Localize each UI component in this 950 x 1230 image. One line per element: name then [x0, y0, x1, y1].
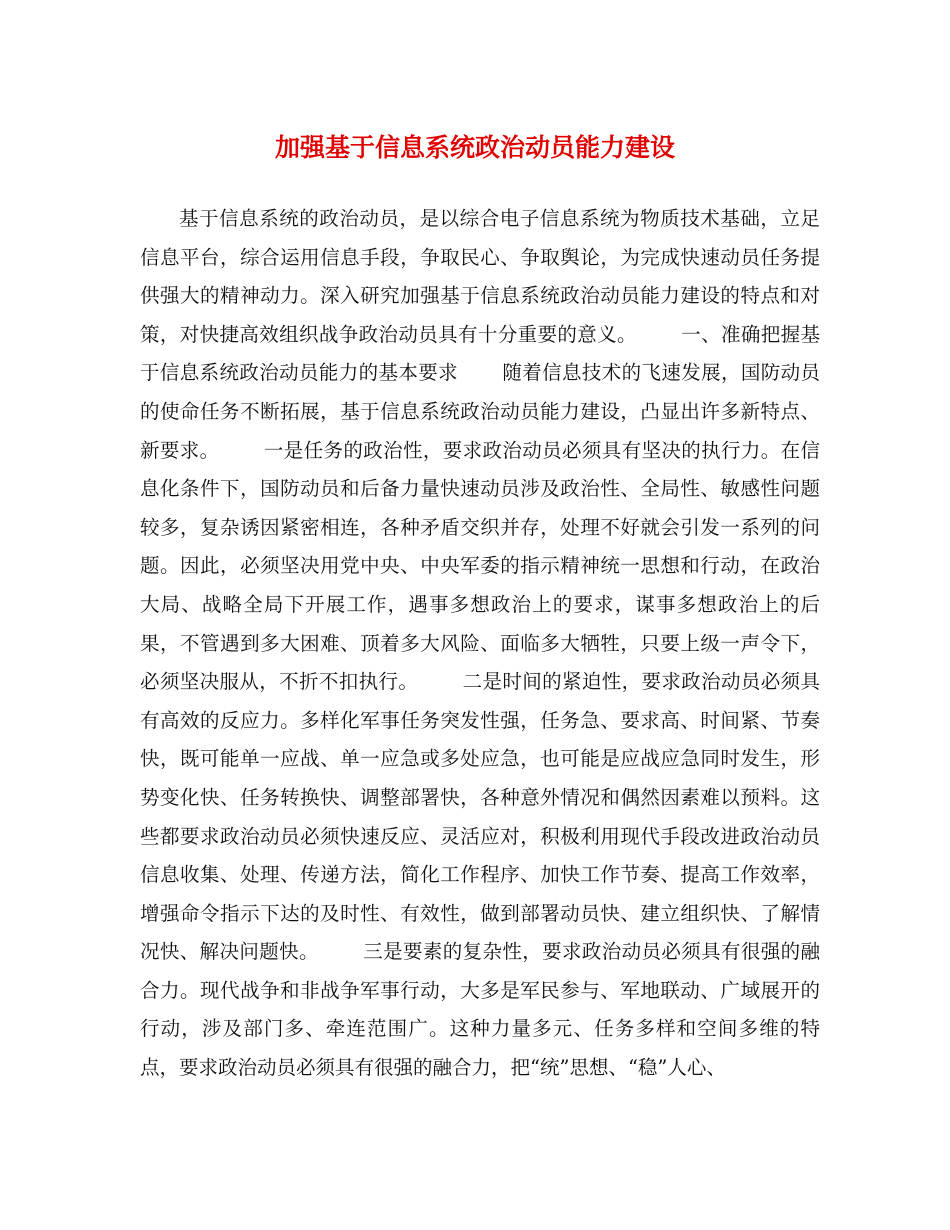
paragraph-point-3: 三是要素的复杂性，要求政治动员必须具有很强的融合力。现代战争和非战争军事行动，大多是军民参与、军地联动、广域展开的行动，涉及部门多、牵连范围广。这种力量多元、任务多样和空间多维的特点，要求政治动员必须具有很强的融合力，把“统”思想、“稳”人心、 [140, 940, 820, 1080]
document-title: 加强基于信息系统政治动员能力建设 [274, 133, 675, 162]
paragraph-point-1: 一是任务的政治性，要求政治动员必须具有坚决的执行力。在信息化条件下，国防动员和后备力量快速动员涉及政治性、全局性、敏感性问题较多，复杂诱因紧密相连，各种矛盾交织并存，处理不好就会引发一系列的问题。因此，必须坚决用党中央、中央军委的指示精神统一思想和行动，在政治大局、战略全局下开展工作，遇事多想政治上的要求，谋事多想政治上的后果，不管遇到多大困难、顶着多大风险、面临多大牺牲，只要上级一声令下，必须坚决服从，不折不扣执行。 [140, 438, 820, 694]
paragraph-point-2: 二是时间的紧迫性，要求政治动员必须具有高效的反应力。多样化军事任务突发性强，任务急、要求高、时间紧、节奏快，既可能单一应战、单一应急或多处应急，也可能是应战应急同时发生，形势变化快、任务转换快、调整部署快，各种意外情况和偶然因素难以预料。这些都要求政治动员必须快速反应、灵活应对，积极利用现代手段改进政治动员信息收集、处理、传递方法，简化工作程序、加快工作节奏、提高工作效率，增强命令指示下达的及时性、有效性，做到部署动员快、建立组织快、了解情况快、解决问题快。 [140, 670, 820, 964]
paragraph-section-1-intro: 随着信息技术的飞速发展，国防动员的使命任务不断拓展，基于信息系统政治动员能力建设，凸显出许多新特点、新要求。 [140, 361, 820, 462]
section-heading-1: 一、准确把握基于信息系统政治动员能力的基本要求 [140, 322, 820, 385]
document-body [140, 200, 820, 1088]
paragraph-intro: 基于信息系统的政治动员，是以综合电子信息系统为物质技术基础，立足信息平台，综合运用信息手段，争取民心、争取舆论，为完成快速动员任务提供强大的精神动力。深入研究加强基于信息系统政治动员能力建设的特点和对策，对快捷高效组织战争政治动员具有十分重要的意义。 [140, 207, 820, 346]
